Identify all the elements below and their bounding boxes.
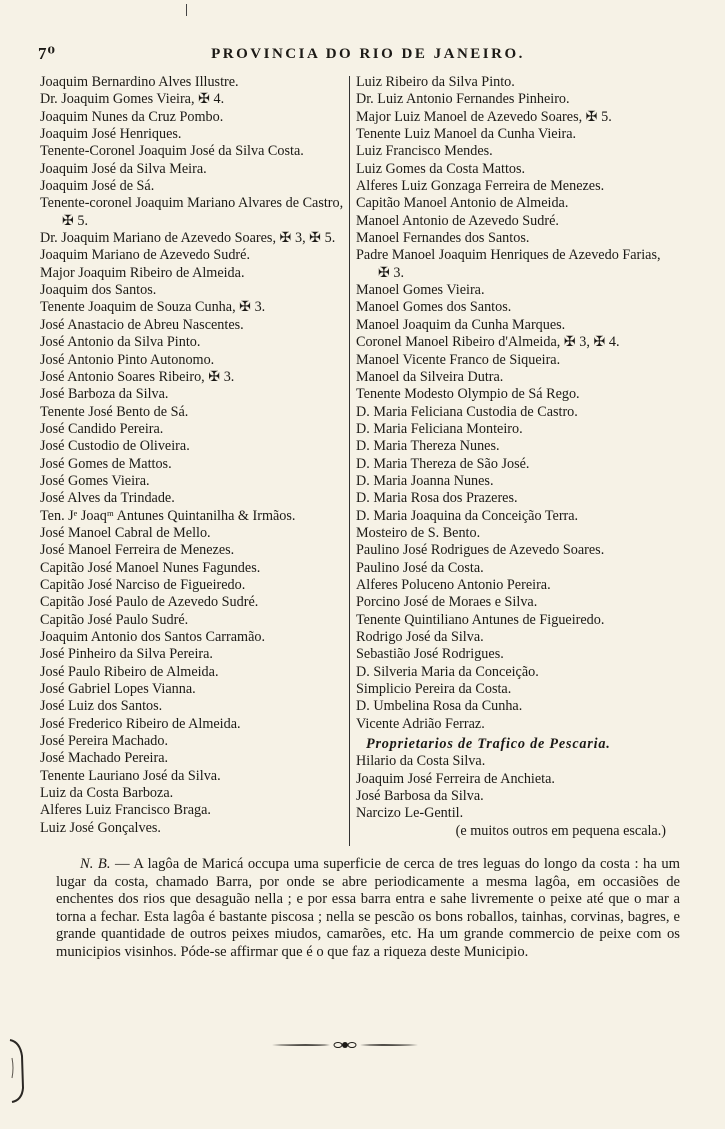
name-entry: Padre Manoel Joaquim Henriques de Azevedo Farias, ✠ 3. (356, 247, 661, 281)
name-entry: Tenente Luiz Manoel da Cunha Vieira. (356, 126, 577, 143)
name-entry: Capitão José Paulo Sudré. (40, 611, 189, 628)
name-entry: José Frederico Ribeiro de Almeida. (40, 715, 241, 732)
name-entry: Joaquim Bernardino Alves Illustre. (40, 74, 239, 90)
name-entry: Manoel Gomes dos Santos. (356, 299, 512, 316)
fishing-entry: José Barbosa da Silva. (356, 788, 484, 805)
running-title: PROVINCIA DO RIO DE JANEIRO. (211, 46, 525, 62)
name-entry: José Pereira Machado. (40, 733, 169, 750)
name-entry: Dr. Joaquim Gomes Vieira, ✠ 4. (40, 91, 225, 108)
name-entry: Joaquim dos Santos. (40, 282, 157, 299)
name-entry: Major Luiz Manoel de Azevedo Soares, ✠ 5. (356, 108, 612, 125)
note-text: — A lagôa de Maricá occupa uma superficie de cerca de tres leguas do longo da costa : ha um lugar da costa, chamado Barra, por onde se abre periodicamente a mesma lagôa, em occasiões de enchentes dos rios que desaguão nella ; e por essa barra entra e sahe livremente o peixe até que o mar a torna a fechar. Esta lagôa é bastante piscosa ; nella se pescão os bons roballos, tainhas, corvinas, bagres, e grande quantidade de outros peixes miudos, camarões, etc. Ha um grande commercio de peixe com os municipios visinhos. Póde-se affirmar que é o que faz a riqueza deste Municipio. (56, 856, 680, 960)
binding-edge-mark (6, 1038, 28, 1104)
name-entry: José Antonio Pinto Autonomo. (40, 351, 215, 368)
name-entry: José Gabriel Lopes Vianna. (40, 681, 196, 698)
name-entry: Joaquim Nunes da Cruz Pombo. (40, 108, 224, 125)
fishing-section-closing: (e muitos outros em pequena escala.) (455, 822, 666, 839)
name-entry: Paulino José Rodrigues de Azevedo Soares. (356, 542, 605, 559)
page-header (28, 44, 708, 66)
name-entry: Luiz José Gonçalves. (40, 819, 161, 836)
name-entry: D. Maria Joanna Nunes. (356, 472, 494, 489)
name-entry: Luiz da Costa Barboza. (40, 785, 174, 802)
fishing-entry: Joaquim José Ferreira de Anchieta. (356, 770, 555, 787)
name-entry: Mosteiro de S. Bento. (356, 524, 481, 541)
name-entry: José Barboza da Silva. (40, 386, 169, 403)
name-entry: José Machado Pereira. (40, 750, 169, 767)
name-entry: D. Maria Rosa dos Prazeres. (356, 490, 518, 507)
right-column (356, 74, 674, 840)
name-entry: Tenente Quintiliano Antunes de Figueiredo. (356, 611, 605, 628)
name-entry: José Gomes Vieira. (40, 472, 150, 489)
name-entry: Capitão José Narciso de Figueiredo. (40, 576, 246, 593)
name-entry: Rodrigo José da Silva. (356, 629, 484, 645)
name-entry: D. Maria Joaquina da Conceição Terra. (356, 507, 579, 524)
fishing-entry: Hilario da Costa Silva. (356, 753, 486, 770)
fishing-section-entries (356, 753, 674, 822)
name-entry: Joaquim José da Silva Meira. (40, 160, 207, 177)
name-entry: Tenente José Bento de Sá. (40, 403, 189, 420)
name-entry: D. Maria Thereza de São José. (356, 455, 530, 472)
name-entry: José Alves da Trindade. (40, 490, 175, 507)
name-entry: Vicente Adrião Ferraz. (356, 715, 485, 732)
name-entry: Ten. Jᵉ Joaqᵐ Antunes Quintanilha & Irmãos. (40, 507, 296, 524)
name-entry: Manoel Gomes Vieira. (356, 282, 485, 299)
name-entry: Porcino José de Moraes e Silva. (356, 594, 538, 611)
name-entry: Tenente-Coronel Joaquim José da Silva Costa. (40, 143, 304, 160)
name-entry: D. Maria Feliciana Custodia de Castro. (356, 403, 578, 420)
name-entry: Manoel Joaquim da Cunha Marques. (356, 316, 566, 333)
name-entry: D. Maria Feliciana Monteiro. (356, 420, 523, 437)
fishing-section-title: Proprietarios de Trafico de Pescaria. (366, 736, 611, 753)
name-entry: Manoel Antonio de Azevedo Sudré. (356, 212, 559, 229)
name-entry: José Antonio da Silva Pinto. (40, 334, 201, 351)
name-entry: Dr. Joaquim Mariano de Azevedo Soares, ✠ 3, ✠ 5. (40, 230, 336, 247)
fishing-entry: Narcizo Le-Gentil. (356, 805, 464, 822)
name-entry: Manoel da Silveira Dutra. (356, 368, 504, 385)
name-entry: Capitão José Paulo de Azevedo Sudré. (40, 594, 259, 611)
name-entry: Paulino José da Costa. (356, 559, 484, 576)
name-entry: José Antonio Soares Ribeiro, ✠ 3. (40, 368, 235, 385)
name-entry: Capitão José Manoel Nunes Fagundes. (40, 559, 261, 576)
name-entry: Alferes Luiz Francisco Braga. (40, 802, 211, 819)
name-entry: Major Joaquim Ribeiro de Almeida. (40, 264, 245, 281)
name-entry: José Gomes de Mattos. (40, 455, 172, 472)
name-entry: Alferes Luiz Gonzaga Ferreira de Menezes. (356, 178, 605, 195)
name-entry: Luiz Francisco Mendes. (356, 143, 493, 160)
name-entry: Manoel Fernandes dos Santos. (356, 230, 530, 247)
name-entry: José Manoel Cabral de Mello. (40, 524, 211, 541)
page-number: 7⁰ (38, 44, 56, 63)
name-entry: Joaquim Mariano de Azevedo Sudré. (40, 247, 250, 264)
name-entry: Manoel Vicente Franco de Siqueira. (356, 351, 561, 368)
column-divider (349, 76, 350, 846)
ornament-divider (270, 1040, 420, 1050)
page-edge-mark (186, 4, 187, 16)
name-entry: Luiz Gomes da Costa Mattos. (356, 160, 526, 177)
note-paragraph (56, 856, 680, 962)
name-entry: Tenente Modesto Olympio de Sá Rego. (356, 386, 580, 403)
name-entry: José Luiz dos Santos. (40, 698, 163, 715)
name-entry: D. Silveria Maria da Conceição. (356, 663, 539, 680)
name-entry: Tenente-coronel Joaquim Mariano Alvares de Castro, ✠ 5. (40, 195, 344, 229)
name-entry: Tenente Lauriano José da Silva. (40, 767, 221, 784)
name-entry: José Anastacio de Abreu Nascentes. (40, 316, 244, 333)
name-entry: Joaquim José Henriques. (40, 126, 182, 143)
name-entry: Dr. Luiz Antonio Fernandes Pinheiro. (356, 91, 570, 108)
right-column-entries (356, 74, 674, 733)
name-entry: Luiz Ribeiro da Silva Pinto. (356, 74, 515, 90)
name-entry: Sebastião José Rodrigues. (356, 646, 504, 663)
name-entry: Coronel Manoel Ribeiro d'Almeida, ✠ 3, ✠ 4. (356, 334, 620, 351)
name-entry: José Candido Pereira. (40, 420, 164, 437)
name-entry: Capitão Manoel Antonio de Almeida. (356, 195, 569, 212)
name-entry: D. Maria Thereza Nunes. (356, 438, 500, 455)
note-label: N. B. (80, 856, 111, 872)
name-entry: José Custodio de Oliveira. (40, 438, 190, 455)
name-entry: Joaquim Antonio dos Santos Carramão. (40, 629, 266, 645)
name-entry: Tenente Joaquim de Souza Cunha, ✠ 3. (40, 299, 266, 316)
name-entry: José Manoel Ferreira de Menezes. (40, 542, 235, 559)
name-entry: Alferes Poluceno Antonio Pereira. (356, 576, 551, 593)
name-entry: José Pinheiro da Silva Pereira. (40, 646, 213, 663)
name-entry: D. Umbelina Rosa da Cunha. (356, 698, 523, 715)
name-entry: José Paulo Ribeiro de Almeida. (40, 663, 219, 680)
name-entry: Joaquim José de Sá. (40, 178, 155, 195)
name-entry: Simplicio Pereira da Costa. (356, 681, 512, 698)
left-column (40, 74, 346, 837)
